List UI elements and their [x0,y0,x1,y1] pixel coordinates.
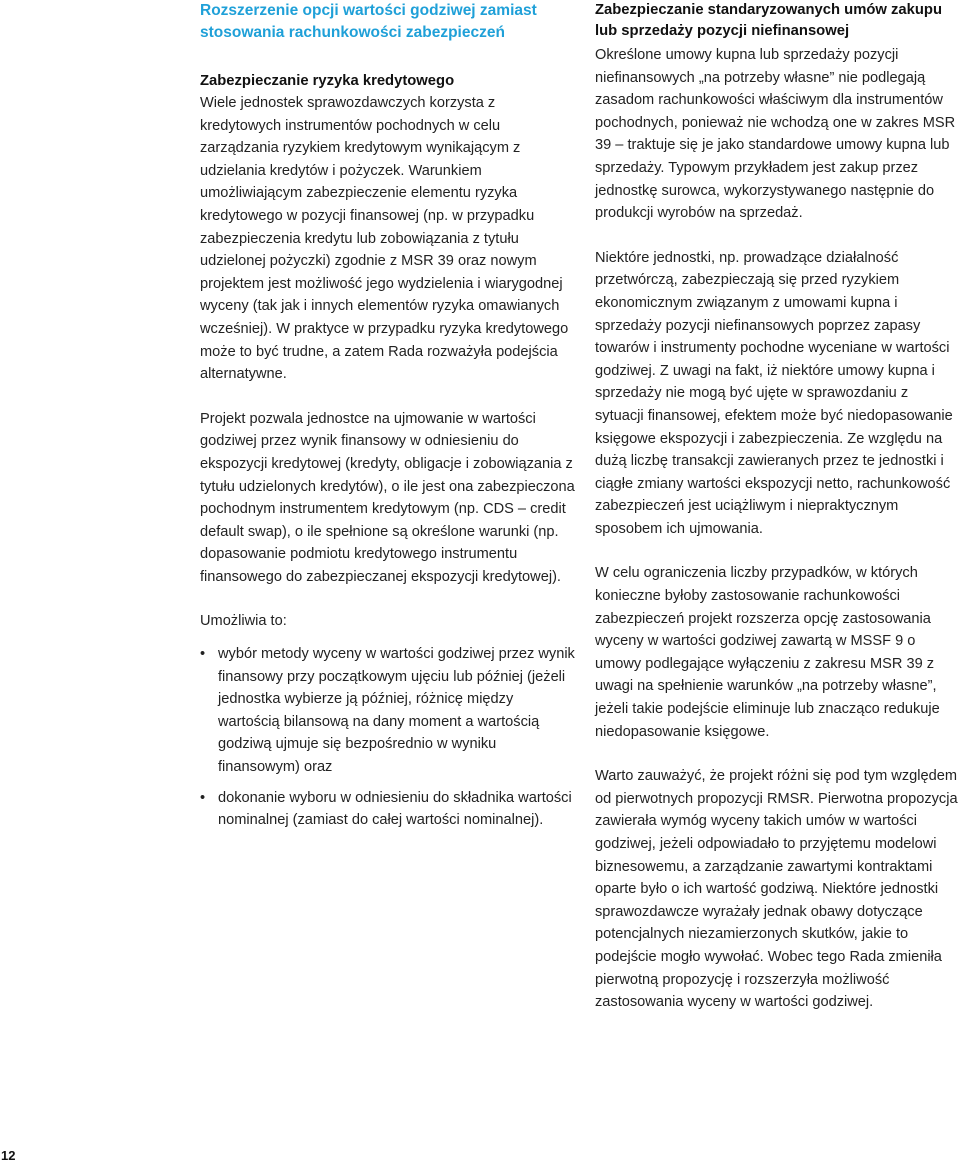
non-financial-items-heading: Zabezpieczanie standaryzowanych umów zakupu lub sprzedaży pozycji niefinansowej [595,2,942,39]
right-column [595,0,960,1014]
non-financial-paragraph-3: W celu ograniczenia liczby przypadków, w których konieczne byłoby zastosowanie rachunkowości zabezpieczeń projekt rozszerza opcję zastosowania wyceny w wartości godziwej zawartą w MSSF 9 o umowy podlegające wyłączeniu z zakresu MSR 39 z uwagi na spełnienie warunków „na potrzeby własne”, jeżeli takie podejście eliminuje lub znacząco redukuje niedopasowanie księgowe. [595,565,940,740]
list-item [200,787,578,832]
credit-risk-heading: Zabezpieczanie ryzyka kredytowego [200,73,455,89]
list-item-text: dokonanie wyboru w odniesieniu do składnika wartości nominalnej (zamiast do całej wartości nominalnej). [218,789,572,829]
section-title: Rozszerzenie opcji wartości godziwej zamiast stosowania rachunkowości zabezpieczeń [200,2,537,41]
non-financial-paragraph-2: Niektóre jednostki, np. prowadzące działalność przetwórczą, zabezpieczają się przed ryzykiem ekonomicznym związanym z umowami kupna i sprzedaży pozycji niefinansowych poprzez zapasy towarów i instrumenty pochodne wyceniane w wartości godziwej. Z uwagi na fakt, iż niektóre umowy kupna i sprzedaży nie mogą być ujęte w sprawozdaniu z sytuacji finansowej, efektem może być niedopasowanie księgowe ekspozycji i zabezpieczenia. Ze względu na dużą liczbę transakcji zawieranych przez te jednostki i ciągłe zmiany wartości ekspozycji netto, rachunkowość zabezpieczeń jest uciążliwym i niepraktycznym sposobem ich ujmowania. [595,249,953,537]
list-item-text: wybór metody wyceny w wartości godziwej przez wynik finansowy przy początkowym ujęciu lub później (jeżeli jednostka wybierze ją później, różnicę między wartością bilansową na dany moment a wartością godziwą ujmuje się bezpośrednio w wyniku finansowym) oraz [218,646,575,776]
list-item [200,643,578,779]
credit-risk-paragraph-1: Wiele jednostek sprawozdawczych korzysta z kredytowych instrumentów pochodnych w celu zarządzania ryzykiem kredytowym wynikającym z udzielania kredytów i pożyczek. Warunkiem umożliwiającym zabezpieczenie elementu ryzyka kredytowego w pozycji finansowej (np. w przypadku zabezpieczenia kredytu lub zobowiązania z tytułu udzielonej pożyczki) zgodnie z MSR 39 oraz nowym projektem jest możliwość jego wydzielenia i wiarygodnej wyceny (tak jak i innych elementów ryzyka omawianych wcześniej). W praktyce w przypadku ryzyka kredytowego może to być trudne, a zatem Rada rozważyła podejścia alternatywne. [200,95,569,383]
options-list [200,643,578,832]
page-number: 12 [1,1148,16,1163]
credit-risk-paragraph-3: Umożliwia to: [200,613,287,630]
credit-risk-paragraph-2: Projekt pozwala jednostce na ujmowanie w wartości godziwej przez wynik finansowy w odniesieniu do ekspozycji kredytowej (kredyty, obligacje i zobowiązania z tytułu udzielonych kredytów), o ile jest ona zabezpieczona pochodnym instrumentem kredytowym (np. CDS – credit default swap), o ile spełnione są określone warunki (np. dopasowanie podmiotu kredytowego instrumentu finansowego do zabezpieczanej ekspozycji kredytowej). [200,410,575,585]
left-column [200,0,578,840]
non-financial-paragraph-1: Określone umowy kupna lub sprzedaży pozycji niefinansowych „na potrzeby własne” nie podlegają zasadom rachunkowości właściwym dla instrumentów pochodnych, ponieważ nie wchodzą one w zakres MSR 39 – traktuje się je jako standardowe umowy kupna lub sprzedaży. Typowym przykładem jest zakup przez jednostkę surowca, wykorzystywanego następnie do produkcji wyrobów na sprzedaż. [595,47,956,222]
bullet-icon: • [200,789,206,806]
bullet-icon: • [200,646,206,663]
non-financial-paragraph-4: Warto zauważyć, że projekt różni się pod tym względem od pierwotnych propozycji RMSR. Pierwotna propozycja zawierała wymóg wyceny takich umów w wartości godziwej, jeżeli odpowiadało to przyjętemu modelowi biznesowemu, a zarządzanie zawartymi kontraktami oparte było o ich wartość godziwą. Niektóre jednostki sprawozdawcze wyrażały jednak obawy dotyczące potencjalnych niezamierzonych skutków, jakie to podejście mogło wywołać. Wobec tego Rada zmieniła pierwotną propozycję i rozszerzyła możliwość zastosowania wyceny w wartości godziwej. [595,768,958,1011]
